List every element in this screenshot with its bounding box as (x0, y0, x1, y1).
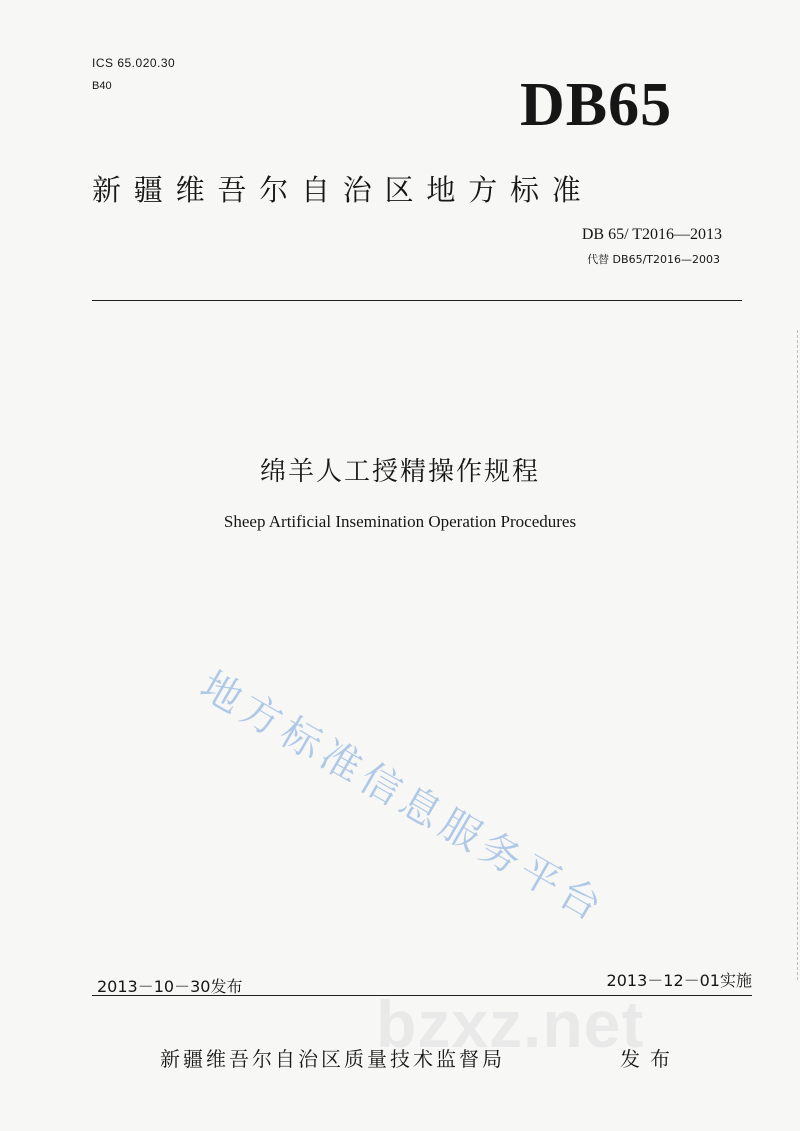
ics-code: ICS 65.020.30 (92, 56, 176, 70)
issued-label: 发布 (620, 1047, 680, 1071)
platform-watermark: 地方标准信息服务平台 (192, 662, 614, 933)
scan-edge (796, 330, 798, 980)
replaces-note: 代替 DB65/T2016—2003 (587, 253, 720, 266)
classification-code: B40 (92, 80, 112, 92)
top-divider (92, 300, 742, 301)
site-watermark: bzxz.net (376, 987, 645, 1061)
document-title-chinese: 绵羊人工授精操作规程 (259, 457, 540, 487)
implement-date: 2013－12－01实施 (606, 971, 752, 990)
document-number: DB 65/ T2016—2013 (581, 226, 722, 243)
organization-title: 新疆维吾尔自治区地方标准 (92, 173, 594, 207)
document-title-english: Sheep Artificial Insemination Operation Procedures (223, 512, 577, 531)
standard-logo: DB65 (520, 71, 673, 139)
issuing-authority: 新疆维吾尔自治区质量技术监督局 (160, 1047, 505, 1071)
publish-date: 2013－10－30发布 (97, 977, 243, 996)
